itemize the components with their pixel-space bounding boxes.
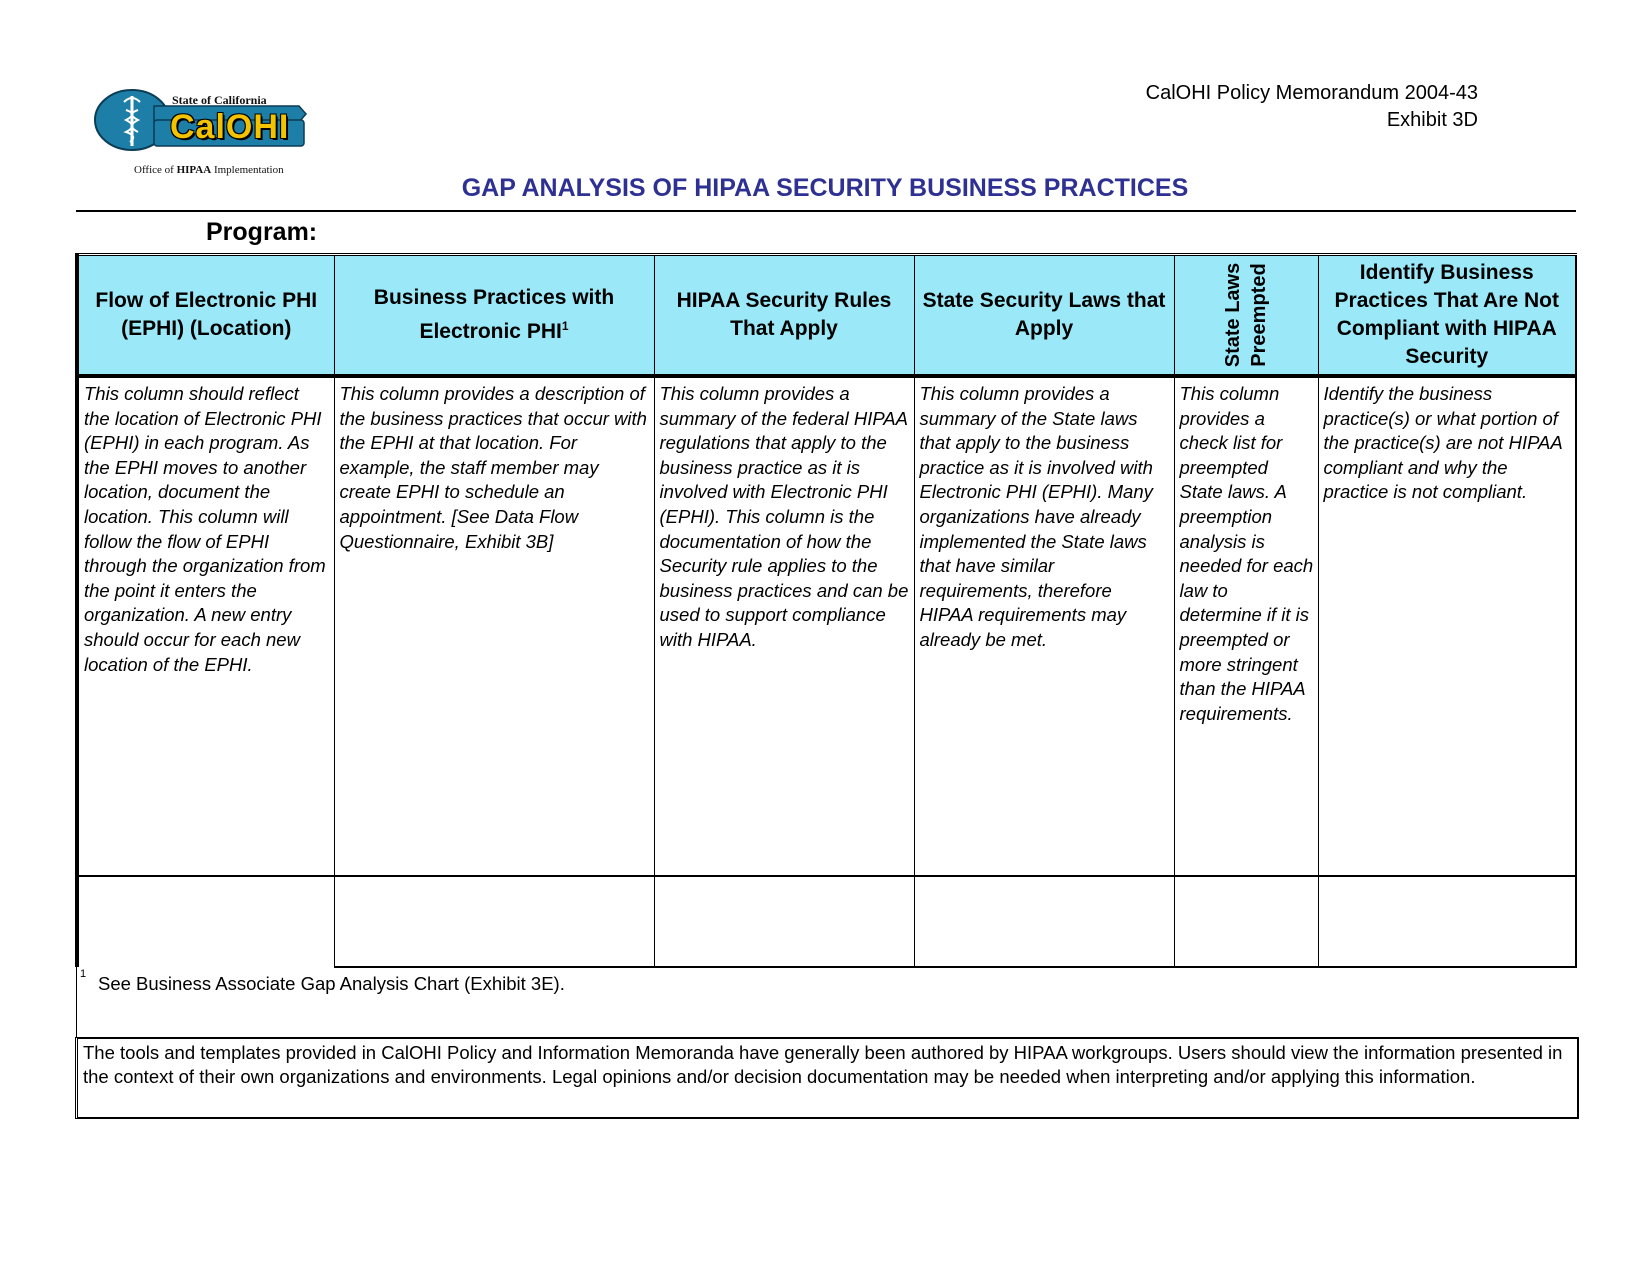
program-label: Program: [206, 218, 318, 246]
header-state-laws-preempted [1174, 255, 1318, 377]
empty-cell[interactable] [1318, 876, 1576, 967]
empty-cell[interactable] [1174, 876, 1318, 967]
footnote-mark: 1 [80, 968, 87, 980]
exhibit-label: Exhibit 3D [1386, 109, 1478, 131]
table-row [77, 376, 1576, 876]
logo-state-text: State of California [172, 93, 267, 107]
empty-cell[interactable] [654, 876, 914, 967]
gap-analysis-table [75, 253, 1577, 968]
logo-subtitle: Office of HIPAA Implementation [134, 164, 284, 176]
footnote-text: See Business Associate Gap Analysis Chart (Exhibit 3E). [98, 973, 565, 994]
empty-cell[interactable] [77, 876, 334, 967]
empty-cell[interactable] [334, 876, 654, 967]
logo-name-text: CalOHI [170, 108, 290, 146]
header-state-security-laws: State Security Laws that Apply [914, 255, 1174, 377]
calohi-logo [94, 84, 324, 180]
memo-reference [1146, 80, 1478, 134]
header-flow-of-ephi: Flow of Electronic PHI (EPHI) (Location) [77, 255, 334, 377]
cell-hipaa-description: This column provides a summary of the federal HIPAA regulations that apply to the business practice as it is involved with Electronic PHI (EPHI). This column is the documentation of how the Security rule applies to the business practices and can be used to support compliance with HIPAA. [654, 376, 914, 876]
header-non-compliant-practices: Identify Business Practices That Are Not Compliant with HIPAA Security [1318, 255, 1576, 377]
header-business-practices: Business Practices with Electronic PHI$^1$ [334, 255, 654, 377]
document-title: GAP ANALYSIS OF HIPAA SECURITY BUSINESS PRACTICES [461, 174, 1189, 202]
footnote-reference: 1 [561, 319, 569, 333]
rotated-header-text: State Laws Preempted [1222, 262, 1270, 368]
cell-business-description: This column provides a description of the business practices that occur with the EPHI at that location. For example, the staff member may create EPHI to schedule an appointment. [See Data Flow Questionnaire, Exhibit 3B] [334, 376, 654, 876]
disclaimer-box: The tools and templates provided in CalOHI Policy and Information Memoranda have generally been authored by HIPAA workgroups. Users should view the information presented in the context of their own organizations and environments. Legal opinions and/or decision documentation may be needed when interpreting and/or applying this information. [75, 1037, 1579, 1119]
header-hipaa-security-rules: HIPAA Security Rules That Apply [654, 255, 914, 377]
memo-number: CalOHI Policy Memorandum 2004-43 [1145, 82, 1478, 104]
table-header-row [77, 255, 1576, 377]
cell-flow-description: This column should reflect the location of Electronic PHI (EPHI) in each program. As the EPHI moves to another location, document the location. This column will follow the flow of EPHI through the organization from the point it enters the organization. A new entry should occur for each new location of the EPHI. [77, 376, 334, 876]
table-row [77, 876, 1576, 967]
cell-noncompliant-description: Identify the business practice(s) or what portion of the practice(s) are not HIPAA compliant and why the practice is not compliant. [1318, 376, 1576, 876]
cell-state-description: This column provides a summary of the State laws that apply to the business practice as it is involved with Electronic PHI (EPHI). Many organizations have already implemented the State laws that have similar requirements, therefore HIPAA requirements may already be met. [914, 376, 1174, 876]
cell-preempted-description: This column provides a check list for preempted State laws. A preemption analysis is needed for each law to determine if it is preempted or more stringent than the HIPAA requirements. [1174, 376, 1318, 876]
title-divider [76, 210, 1576, 212]
empty-cell[interactable] [914, 876, 1174, 967]
